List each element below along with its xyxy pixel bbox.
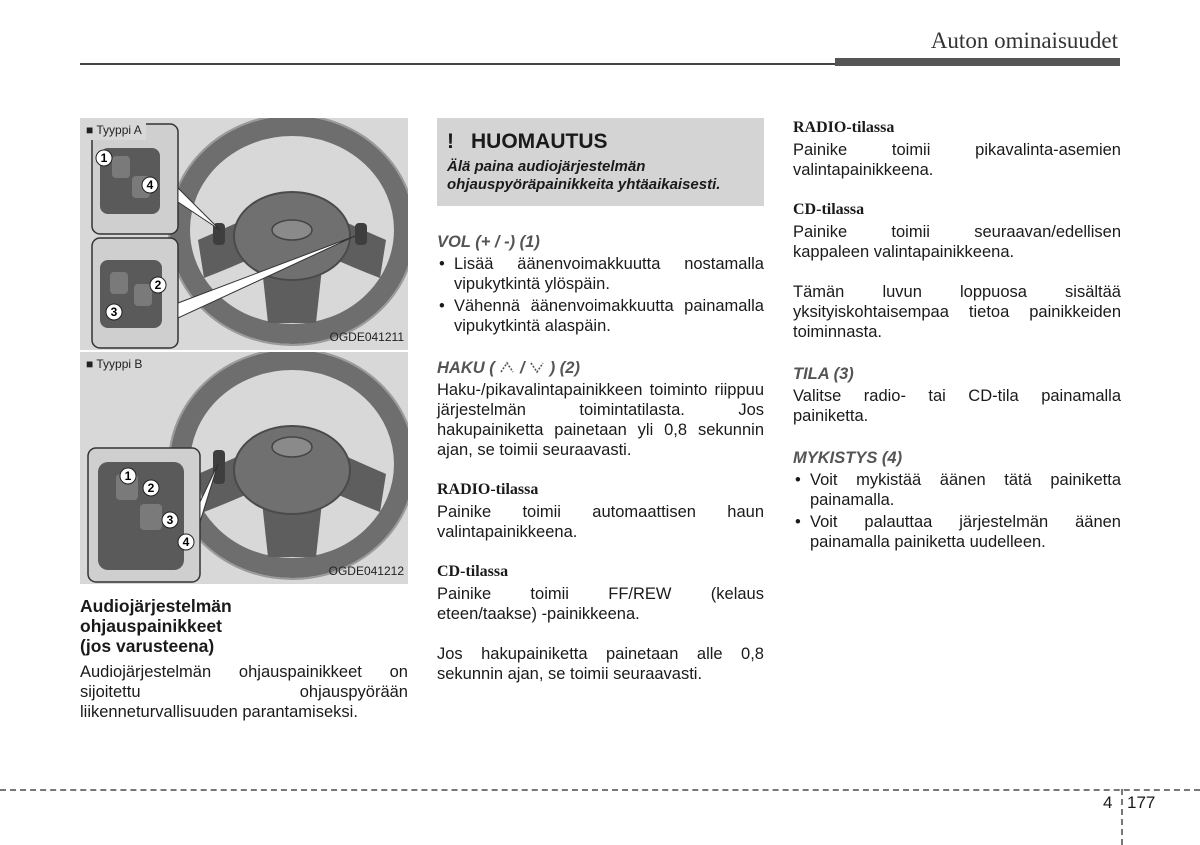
- figure-code-a: OGDE041211: [329, 330, 404, 344]
- warning-icon: !: [447, 130, 454, 153]
- list-item: • Voit palauttaa järjestelmän äänen painamalla painiketta uudelleen.: [793, 512, 1121, 552]
- callout-b-3: 3: [166, 513, 174, 527]
- vol-list: [437, 254, 764, 336]
- haku-cd-text: Painike toimii FF/REW (kelaus eteen/taakse) -painikkeena.: [437, 585, 764, 623]
- running-header: Auton ominaisuudet: [930, 28, 1118, 53]
- haku-radio-text: Painike toimii automaattisen haun valintapainikkeena.: [437, 503, 764, 541]
- callout-b-1: 1: [124, 469, 132, 483]
- chapter-number: 4: [1103, 793, 1113, 812]
- seek-up-icon: [499, 360, 515, 374]
- list-item: • Vähennä äänenvoimakkuutta painamalla vipukytkintä alaspäin.: [437, 296, 764, 336]
- seek-down-icon: [529, 360, 545, 374]
- cd-label: CD-tilassa: [793, 201, 865, 218]
- notice-box: [437, 118, 764, 206]
- header-rule: [80, 63, 835, 65]
- tila-text: Valitse radio- tai CD-tila painamalla painiketta.: [793, 387, 1121, 425]
- haku-heading: HAKU ( / ) (2): [437, 359, 580, 377]
- footer-divider: [1121, 789, 1123, 845]
- callout-a-1: 1: [100, 151, 108, 165]
- steering-wheel-illustration-b: [80, 352, 408, 584]
- vol-heading: VOL (+ / -) (1): [437, 233, 540, 251]
- figure-code-b: OGDE041212: [328, 564, 404, 578]
- haku-short-text: Jos hakupainiketta painetaan alle 0,8 sekunnin ajan, se toimii seuraavasti.: [437, 645, 764, 683]
- callout-b-4: 4: [182, 535, 190, 549]
- right-column: [793, 118, 1121, 552]
- more-info-text: Tämän luvun loppuosa sisältää yksityiskohtaisempaa tietoa painikkeiden toiminnasta.: [793, 283, 1121, 341]
- notice-title: ! HUOMAUTUS: [447, 130, 608, 153]
- haku-cd-label: CD-tilassa: [437, 563, 509, 580]
- radio-text: Painike toimii pikavalinta-asemien valintapainikkeena.: [793, 141, 1121, 179]
- intro-paragraph: Audiojärjestelmän ohjauspainikkeet on sijoitettu ohjauspyörään liikenneturvallisuuden parantamiseksi.: [80, 663, 408, 721]
- tila-heading: TILA (3): [793, 365, 854, 383]
- callout-a-3: 3: [110, 305, 118, 319]
- header-bar: [835, 58, 1120, 66]
- list-item: • Lisää äänenvoimakkuutta nostamalla vipukytkintä ylöspäin.: [437, 254, 764, 294]
- callout-b-2: 2: [147, 481, 155, 495]
- callout-a-2: 2: [154, 278, 162, 292]
- footer-rule: [0, 789, 1200, 791]
- haku-paragraph: Haku-/pikavalintapainikkeen toiminto riippuu järjestelmän toimintatilasta. Jos hakupainiketta painetaan yli 0,8 sekunnin ajan, se toimii seuraavasti.: [437, 381, 764, 459]
- figure-type-b: [80, 352, 408, 584]
- figure-type-a: [80, 118, 408, 350]
- list-item: • Voit mykistää äänen tätä painiketta painamalla.: [793, 470, 1121, 510]
- figure-label-a: ■ Tyyppi A: [86, 120, 146, 140]
- middle-column: [437, 118, 764, 684]
- radio-label: RADIO-tilassa: [793, 119, 895, 136]
- mute-list: [793, 470, 1121, 552]
- mute-heading: MYKISTYS (4): [793, 449, 903, 467]
- cd-text: Painike toimii seuraavan/edellisen kappaleen valintapainikkeena.: [793, 223, 1121, 261]
- left-column: [80, 118, 408, 722]
- figure-label-b: ■ Tyyppi B: [86, 354, 146, 374]
- page-number: 177: [1127, 793, 1156, 812]
- callout-a-4: 4: [146, 178, 154, 192]
- notice-text: Älä paina audiojärjestelmän ohjauspyöräpainikkeita yhtäaikaisesti.: [447, 158, 721, 193]
- steering-wheel-illustration-a: [80, 118, 408, 350]
- haku-radio-label: RADIO-tilassa: [437, 481, 539, 498]
- section-title: Audiojärjestelmän ohjauspainikkeet (jos varusteena): [80, 596, 232, 656]
